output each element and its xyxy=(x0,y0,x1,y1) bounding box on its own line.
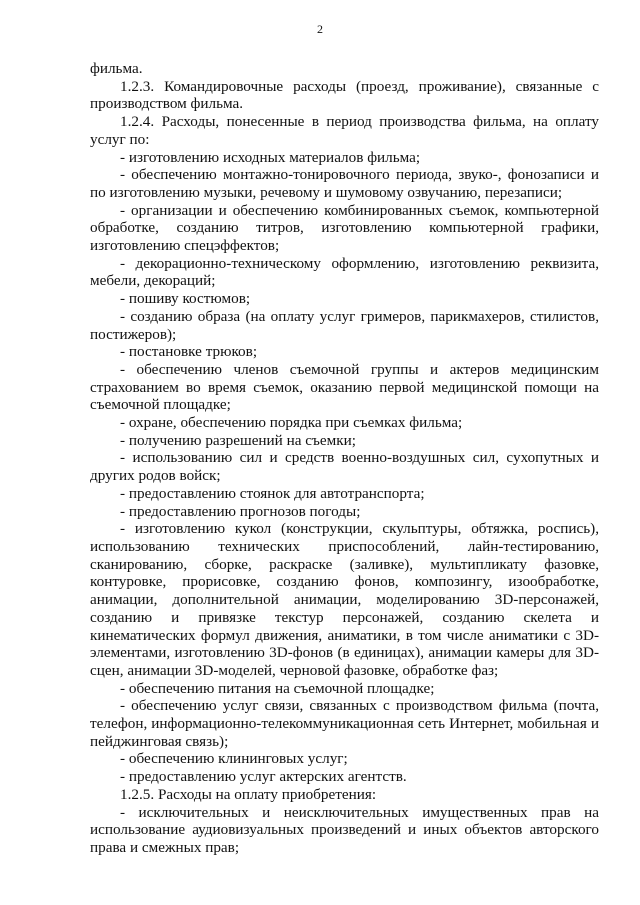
list-item: - исключительных и неисключительных имущественных прав на использование аудиовизуальных произведений и иных объектов авторского права и смежных прав; xyxy=(90,803,599,856)
list-item: - обеспечению членов съемочной группы и актеров медицинским страхованием во время съемок, оказанию первой медицинской помощи на съемочной площадке; xyxy=(90,360,599,414)
list-item: - получению разрешений на съемки; xyxy=(120,431,356,449)
list-item: - обеспечению питания на съемочной площадке; xyxy=(120,679,435,697)
paragraph: фильма. xyxy=(90,60,143,77)
list-item: - охране, обеспечению порядка при съемках фильма; xyxy=(120,414,463,432)
paragraph: 1.2.4. Расходы, понесенные в период производства фильма, на оплату услуг по: xyxy=(90,113,599,148)
list-item: - использованию сил и средств военно-воздушных сил, сухопутных и других родов войск; xyxy=(90,449,599,485)
paragraph: 1.2.3. Командировочные расходы (проезд, проживание), связанные с производством фильма. xyxy=(90,77,599,113)
page-number: 2 xyxy=(317,22,323,36)
list-item: - пошиву костюмов; xyxy=(120,290,251,308)
document-body xyxy=(90,60,599,857)
list-item: - организации и обеспечению комбинированных съемок, компьютерной обработке, созданию титров, изготовлению компьютерной графики, изготовлению спецэффектов; xyxy=(90,201,599,255)
paragraph: 1.2.5. Расходы на оплату приобретения: xyxy=(120,785,377,803)
list-item: - предоставлению услуг актерских агентств. xyxy=(120,768,407,786)
list-item: - обеспечению услуг связи, связанных с производством фильма (почта, телефон, информационно-телекоммуникационная сеть Интернет, мобильная и пейджинговая связь); xyxy=(90,697,599,750)
list-item: - изготовлению исходных материалов фильма; xyxy=(120,148,421,166)
list-item: - обеспечению клининговых услуг; xyxy=(120,750,348,768)
list-item: - предоставлению прогнозов погоды; xyxy=(120,502,361,520)
list-item: - созданию образа (на оплату услуг гримеров, парикмахеров, стилистов, постижеров); xyxy=(90,307,599,343)
list-item: - обеспечению монтажно-тонировочного периода, звуко-, фонозаписи и по изготовлению музыки, речевому и шумовому озвучанию, перезаписи; xyxy=(90,166,599,201)
list-item: - изготовлению кукол (конструкции, скульптуры, обтяжка, роспись), использованию технических приспособлений, лайн-тестированию, сканированию, сборке, раскраске (заливке), мультипликату фазовке, контуровке, прорисовке, созданию фонов, композингу, изообработке, анимации, дополнительной анимации, моделированию 3D-персонажей, созданию и привязке текстур персонажей, созданию скелета и кинематических формул движения, аниматики, в том числе аниматики с 3D-элементами, изготовлению 3D-фонов (в единицах), анимации камеры для 3D-сцен, анимации 3D-моделей, черновой фазовке, обработке фаз; xyxy=(90,520,599,679)
list-item: - предоставлению стоянок для автотранспорта; xyxy=(120,484,425,502)
list-item: - декорационно-техническому оформлению, изготовлению реквизита, мебели, декораций; xyxy=(90,254,599,290)
list-item: - постановке трюков; xyxy=(120,343,258,361)
